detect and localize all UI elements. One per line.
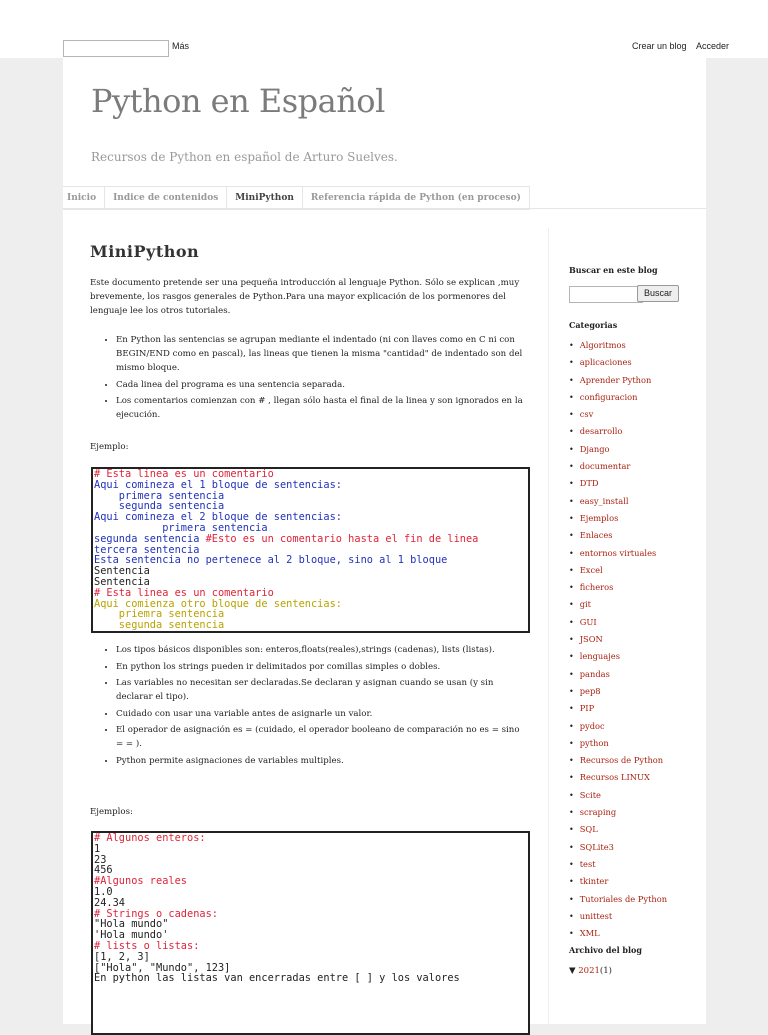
category-link[interactable]: • Excel <box>569 562 667 579</box>
category-link[interactable]: • SQLite3 <box>569 839 667 856</box>
category-link[interactable]: • XML <box>569 925 667 942</box>
list-item: • Los comentarios comienzan con # , llegan sólo hasta el final de la linea y son ignorados en la ejecución. <box>116 394 526 422</box>
code-text: segunda sentencia <box>94 619 225 632</box>
category-link[interactable]: • Recursos de Python <box>569 752 667 769</box>
bullet-list-2 <box>90 643 526 770</box>
code-line <box>94 941 528 952</box>
code-line <box>94 555 528 566</box>
code-line <box>94 620 528 631</box>
category-link[interactable]: • GUI <box>569 614 667 631</box>
code-text: segunda sentencia <box>94 500 225 513</box>
post-intro: Este documento pretende ser una pequeña introducción al lenguaje Python. Sólo se explican ,muy brevemente, los rasgos generales de Python.Para una mayor explicación de los pormenores del lenguaje lee los otros tutoriales. <box>90 278 520 316</box>
code-text: 1.0 <box>94 885 113 898</box>
code-line <box>94 833 528 844</box>
code-text: # Algunos enteros: <box>94 832 206 844</box>
list-item: • Cada linea del programa es una sentencia separada. <box>116 378 526 392</box>
category-link[interactable]: • unittest <box>569 908 667 925</box>
archive-year-row[interactable] <box>569 966 612 976</box>
category-link[interactable]: • ficheros <box>569 579 667 596</box>
category-link[interactable]: • Tutoriales de Python <box>569 891 667 908</box>
code-text: Esta sentencia no pertenece al 2 bloque, sino al 1 bloque <box>94 554 448 567</box>
code-line <box>94 887 528 898</box>
tab-minipython[interactable]: MiniPython <box>227 187 303 209</box>
category-link[interactable]: • scraping <box>569 804 667 821</box>
code-text: # Strings o cadenas: <box>94 907 218 920</box>
code-text: Aqui comineza el 1 bloque de sentencias: <box>94 478 342 491</box>
code-line <box>94 973 528 984</box>
category-link[interactable]: • DTD <box>569 475 667 492</box>
expand-toggle-icon[interactable]: ▼ <box>569 966 576 976</box>
post-title: MiniPython <box>90 242 200 261</box>
category-link[interactable]: • Aprender Python <box>569 372 667 389</box>
code-text: priemra sentencia <box>94 608 225 621</box>
code-text: [1, 2, 3] <box>94 950 150 963</box>
archive-year-link[interactable]: 2021 <box>578 966 600 976</box>
category-link[interactable]: • PIP <box>569 700 667 717</box>
category-link[interactable]: • Ejemplos <box>569 510 667 527</box>
categories-heading: Categorias <box>569 320 618 330</box>
code-text: ["Hola", "Mundo", 123] <box>94 961 231 974</box>
category-link[interactable]: • Django <box>569 441 667 458</box>
code-text: # Esta linea es un comentario <box>94 586 274 599</box>
category-link[interactable]: • JSON <box>569 631 667 648</box>
sidebar-divider <box>548 228 549 1024</box>
blog-description: Recursos de Python en español de Arturo Suelves. <box>91 150 398 164</box>
code-line <box>94 844 528 855</box>
code-text: tercera sentencia <box>94 543 200 556</box>
category-link[interactable]: • SQL <box>569 821 667 838</box>
code-block-2 <box>91 831 530 1035</box>
code-text: Sentencia <box>94 575 150 588</box>
more-link[interactable]: Más <box>172 41 190 51</box>
category-link[interactable]: • Scite <box>569 787 667 804</box>
category-link[interactable]: • entornos virtuales <box>569 545 667 562</box>
list-item: • El operador de asignación es = (cuidado, el operador booleano de comparación no es = sino = = ). <box>116 723 526 751</box>
category-link[interactable]: • git <box>569 596 667 613</box>
list-item: • Python permite asignaciones de variables multiples. <box>116 754 526 768</box>
category-link[interactable]: • documentar <box>569 458 667 475</box>
code-text: primera sentencia <box>94 489 225 502</box>
blog-title[interactable]: Python en Español <box>91 82 385 120</box>
example-label: Ejemplo: <box>90 442 129 452</box>
code-text: primera sentencia <box>94 521 268 534</box>
page-tabs <box>63 186 706 209</box>
categories-list <box>569 337 667 942</box>
examples-label: Ejemplos: <box>90 807 133 817</box>
category-link[interactable]: • Recursos LINUX <box>569 769 667 786</box>
code-text: "Hola mundo" <box>94 918 169 931</box>
code-text: Aqui comineza el 2 bloque de sentencias: <box>94 511 342 524</box>
category-link[interactable]: • lenguajes <box>569 648 667 665</box>
category-link[interactable]: • pydoc <box>569 718 667 735</box>
code-text: 'Hola mundo' <box>94 929 169 942</box>
code-text: 456 <box>94 864 113 877</box>
tab-indice[interactable]: Indice de contenidos <box>105 187 227 209</box>
blog-search-input[interactable] <box>569 286 643 303</box>
code-text: 24.34 <box>94 896 125 909</box>
category-link[interactable]: • aplicaciones <box>569 354 667 371</box>
blog-page <box>63 58 706 1024</box>
category-link[interactable]: • python <box>569 735 667 752</box>
archive-heading: Archivo del blog <box>569 945 642 955</box>
blogger-navbar <box>0 0 768 58</box>
search-heading: Buscar en este blog <box>569 265 658 275</box>
create-blog-link[interactable]: Crear un blog <box>632 41 687 51</box>
code-line <box>94 566 528 577</box>
code-comment: #Esto es un comentario hasta el fin de linea <box>205 532 479 545</box>
list-item: • En Python las sentencias se agrupan mediante el indentado (ni con llaves como en C ni con BEGIN/END como en pascal), las lineas que tienen la misma "cantidad" de indentado son del mismo bloque. <box>116 333 526 375</box>
code-text: En python las listas van encerradas entre [ ] y los valores <box>94 972 460 985</box>
login-link[interactable]: Acceder <box>696 41 730 51</box>
category-link[interactable]: • easy_install <box>569 493 667 510</box>
code-line <box>94 876 528 887</box>
tab-referencia[interactable]: Referencia rápida de Python (en proceso) <box>303 187 530 209</box>
bullet-list-1 <box>90 333 526 425</box>
code-line <box>94 855 528 866</box>
tab-inicio[interactable]: Inicio <box>63 187 105 209</box>
category-link[interactable]: • tkinter <box>569 873 667 890</box>
list-item: • Las variables no necesitan ser declaradas.Se declaran y asignan cuando se usan (y sin declarar el tipo). <box>116 676 526 704</box>
code-text: #Algunos reales <box>94 875 187 888</box>
archive-count: (1) <box>599 966 612 976</box>
category-link[interactable]: • Algoritmos <box>569 337 667 354</box>
code-text: # lists o listas: <box>94 939 200 952</box>
list-item: • Cuidado con usar una variable antes de asignarle un valor. <box>116 707 526 721</box>
code-text: # Esta linea es un comentario <box>94 468 274 480</box>
category-link[interactable]: • pep8 <box>569 683 667 700</box>
list-item: • En python los strings pueden ir delimitados por comillas simples o dobles. <box>116 660 526 674</box>
code-text: Aqui comienza otro bloque de sentencias: <box>94 597 342 610</box>
category-link[interactable]: • Enlaces <box>569 527 667 544</box>
code-text: 23 <box>94 853 107 866</box>
category-link[interactable]: • pandas <box>569 666 667 683</box>
category-link[interactable]: • desarrollo <box>569 423 667 440</box>
category-link[interactable]: • csv <box>569 406 667 423</box>
code-text: 1 <box>94 842 101 855</box>
search-button[interactable]: Buscar <box>637 285 679 302</box>
category-link[interactable]: • configuracion <box>569 389 667 406</box>
navbar-search-input[interactable] <box>63 40 169 57</box>
code-block-1 <box>91 467 530 633</box>
list-item: • Los tipos básicos disponibles son: enteros,floats(reales),strings (cadenas), lists (listas). <box>116 643 526 657</box>
code-text: segunda sentencia <box>94 532 206 545</box>
code-text: Sentencia <box>94 565 150 578</box>
category-link[interactable]: • test <box>569 856 667 873</box>
